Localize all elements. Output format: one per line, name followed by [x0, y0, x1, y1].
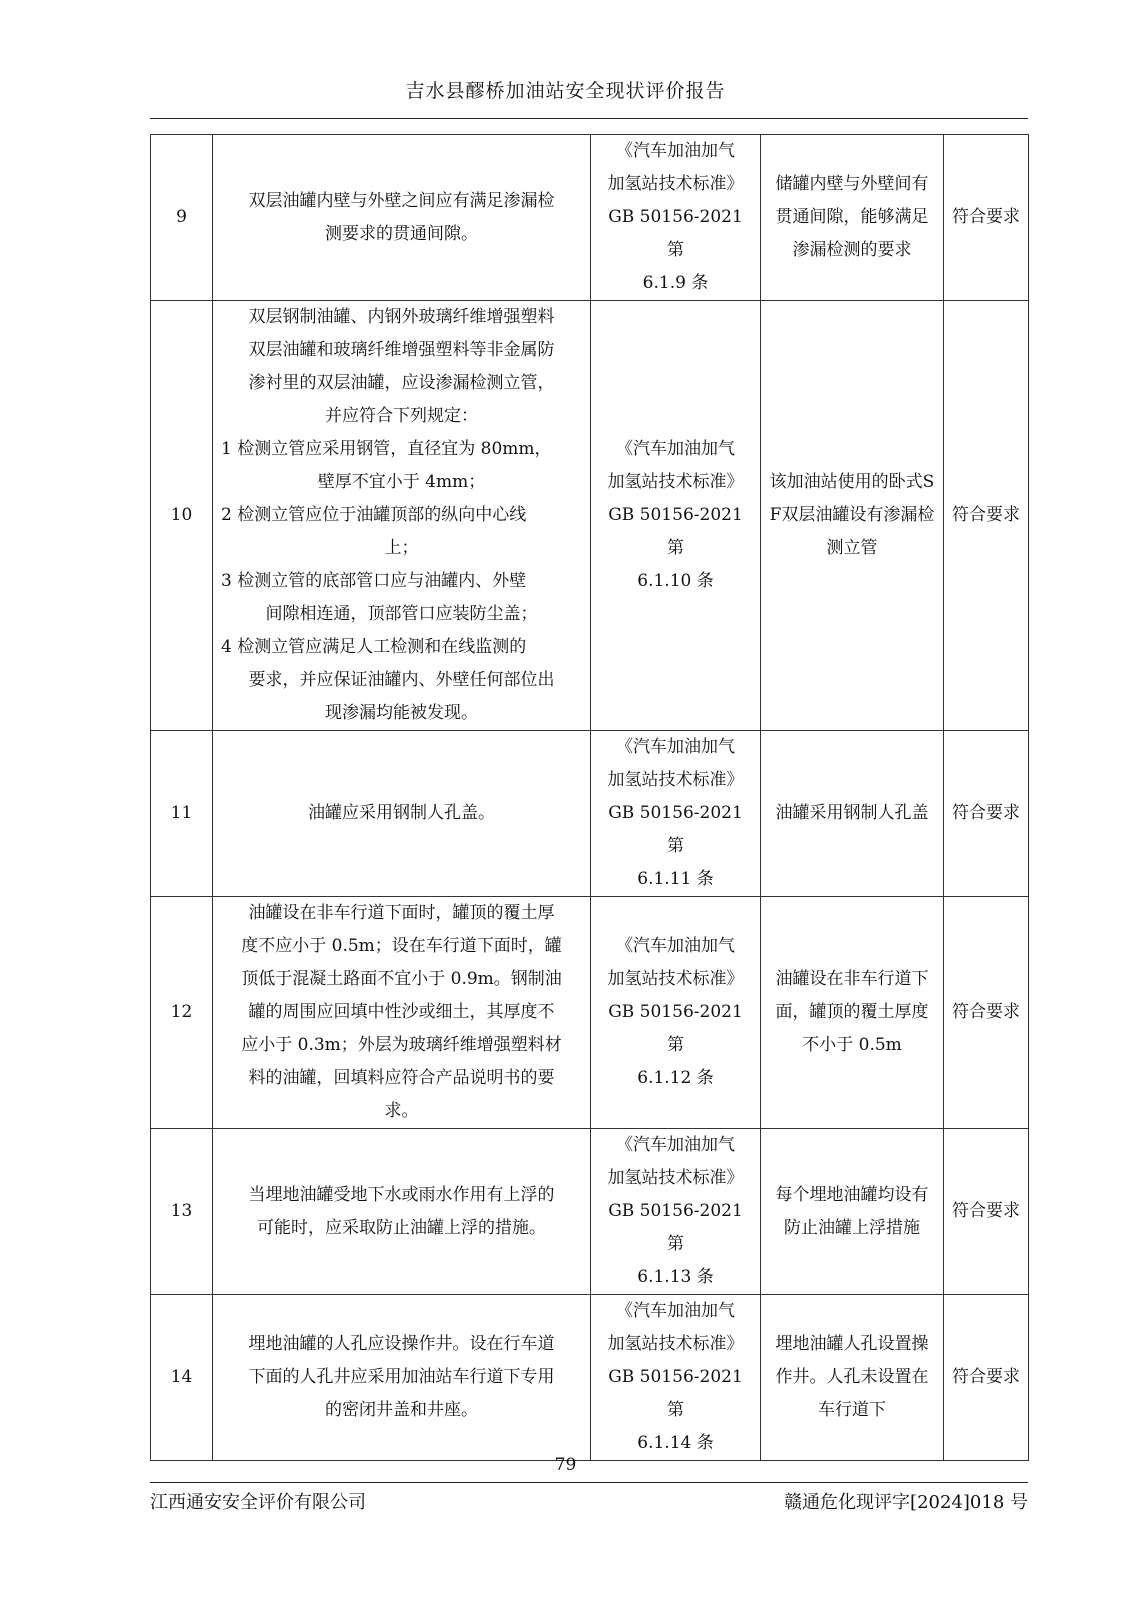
result-cell: 符合要求 [944, 301, 1029, 731]
requirement-line: 应小于 0.3m；外层为玻璃纤维增强塑料材 [241, 1035, 562, 1055]
requirement-item: 3 检测立管的底部管口应与油罐内、外壁 [221, 571, 527, 591]
page-header-title: 吉水县醪桥加油站安全现状评价报告 [405, 80, 726, 102]
basis-line: 6.1.12 条 [637, 1068, 714, 1088]
basis-line: 加氢站技术标准》 [607, 770, 744, 790]
requirement-item: 1 检测立管应采用钢管，直径宜为 80mm， [221, 439, 552, 459]
requirement-cell [213, 897, 591, 1129]
requirement-line: 双层油罐和玻璃纤维增强塑料等非金属防 [248, 340, 555, 360]
requirement-line: 下面的人孔井应采用加油站车行道下专用 [248, 1367, 555, 1387]
basis-cell [591, 1295, 761, 1461]
requirement-line: 度不应小于 0.5m；设在车行道下面时，罐 [241, 936, 562, 956]
requirement-line: 渗衬里的双层油罐，应设渗漏检测立管， [248, 373, 555, 393]
basis-cell [591, 731, 761, 897]
footer-doc-code: 赣通危化现评字[2024]018 号 [784, 1492, 1028, 1513]
requirement-line: 当埋地油罐受地下水或雨水作用有上浮的 [248, 1184, 555, 1205]
table-row [151, 897, 1029, 1129]
row-number: 12 [151, 897, 213, 1129]
row-number: 10 [151, 301, 213, 731]
row-number: 11 [151, 731, 213, 897]
table-row [151, 301, 1029, 731]
actual-status-cell: 油罐设在非车行道下面，罐顶的覆土厚度不小于 0.5m [761, 897, 944, 1129]
requirement-line: 测要求的贯通间隙。 [325, 223, 478, 244]
requirement-item-cont: 要求，并应保证油罐内、外壁任何部位出 [248, 670, 555, 690]
basis-line: 《汽车加油加气 [616, 439, 735, 459]
table-row [151, 731, 1029, 897]
basis-line: 加氢站技术标准》 [607, 174, 744, 194]
basis-cell [591, 301, 761, 731]
basis-line: 加氢站技术标准》 [607, 472, 744, 492]
requirement-item-cont: 壁厚不宜小于 4mm； [317, 472, 486, 492]
footer-company: 江西通安安全评价有限公司 [150, 1492, 366, 1513]
requirement-cell [213, 301, 591, 731]
requirement-line: 求。 [384, 1101, 419, 1121]
basis-line: GB 50156-2021 第 [608, 505, 743, 558]
requirement-line: 可能时，应采取防止油罐上浮的措施。 [257, 1217, 546, 1238]
requirement-cell [213, 1129, 591, 1295]
table-row [151, 1295, 1029, 1461]
basis-cell [591, 1129, 761, 1295]
actual-status-cell: 每个埋地油罐均设有防止油罐上浮措施 [761, 1129, 944, 1295]
requirement-line: 油罐应采用钢制人孔盖。 [308, 803, 495, 823]
requirement-item-cont: 上； [384, 538, 419, 558]
requirement-line: 并应符合下列规定： [325, 406, 478, 426]
requirement-line: 顶低于混凝土路面不宜小于 0.9m。钢制油 [241, 969, 562, 989]
requirement-line: 双层油罐内壁与外壁之间应有满足渗漏检 [248, 190, 555, 211]
actual-status-cell: 该加油站使用的卧式SF双层油罐设有渗漏检测立管 [761, 301, 944, 731]
basis-line: GB 50156-2021 第 [608, 803, 743, 856]
basis-line: 《汽车加油加气 [616, 737, 735, 757]
result-cell: 符合要求 [944, 897, 1029, 1129]
basis-line: 6.1.9 条 [642, 273, 709, 293]
basis-cell [591, 135, 761, 301]
result-cell: 符合要求 [944, 135, 1029, 301]
requirement-cell [213, 731, 591, 897]
result-cell: 符合要求 [944, 731, 1029, 897]
requirement-line: 油罐设在非车行道下面时，罐顶的覆土厚 [248, 903, 555, 923]
table-row [151, 135, 1029, 301]
clause-check-table [150, 134, 1029, 1461]
requirement-item-cont: 间隙相连通，顶部管口应装防尘盖； [265, 604, 538, 624]
basis-line: 《汽车加油加气 [616, 936, 735, 956]
table-row [151, 1129, 1029, 1295]
basis-line: 《汽车加油加气 [616, 1135, 735, 1155]
basis-line: GB 50156-2021 第 [608, 1002, 743, 1055]
requirement-line: 的密闭井盖和井座。 [325, 1400, 478, 1420]
basis-line: GB 50156-2021 第 [608, 1367, 743, 1420]
basis-line: 6.1.14 条 [637, 1433, 714, 1453]
requirement-cell [213, 1295, 591, 1461]
basis-line: 加氢站技术标准》 [607, 1334, 744, 1354]
footer-rule [150, 1482, 1028, 1483]
basis-line: 6.1.11 条 [637, 869, 714, 889]
basis-line: 《汽车加油加气 [616, 1301, 735, 1321]
basis-cell [591, 897, 761, 1129]
basis-line: GB 50156-2021 第 [608, 1201, 743, 1254]
row-number: 14 [151, 1295, 213, 1461]
header-rule [150, 118, 1028, 119]
row-number: 9 [151, 135, 213, 301]
basis-line: 加氢站技术标准》 [607, 969, 744, 989]
basis-line: 6.1.10 条 [637, 571, 714, 591]
basis-line: 6.1.13 条 [637, 1267, 714, 1287]
requirement-line: 罐的周围应回填中性沙或细土，其厚度不 [248, 1002, 555, 1022]
actual-status-cell: 储罐内壁与外壁间有贯通间隙，能够满足渗漏检测的要求 [761, 135, 944, 301]
result-cell: 符合要求 [944, 1295, 1029, 1461]
basis-line: 《汽车加油加气 [616, 141, 735, 161]
actual-status-cell: 油罐采用钢制人孔盖 [761, 731, 944, 897]
requirement-cell [213, 135, 591, 301]
actual-status-cell: 埋地油罐人孔设置操作井。人孔未设置在车行道下 [761, 1295, 944, 1461]
requirement-line: 埋地油罐的人孔应设操作井。设在行车道 [248, 1334, 555, 1354]
requirement-line: 双层钢制油罐、内钢外玻璃纤维增强塑料 [248, 307, 555, 327]
requirement-item: 2 检测立管应位于油罐顶部的纵向中心线 [221, 505, 527, 525]
basis-line: 加氢站技术标准》 [607, 1168, 744, 1188]
row-number: 13 [151, 1129, 213, 1295]
requirement-item-cont: 现渗漏均能被发现。 [325, 703, 478, 723]
page-number: 79 [554, 1455, 577, 1475]
result-cell: 符合要求 [944, 1129, 1029, 1295]
requirement-line: 料的油罐，回填料应符合产品说明书的要 [248, 1068, 555, 1088]
requirement-item: 4 检测立管应满足人工检测和在线监测的 [221, 637, 527, 657]
basis-line: GB 50156-2021 第 [608, 207, 743, 260]
